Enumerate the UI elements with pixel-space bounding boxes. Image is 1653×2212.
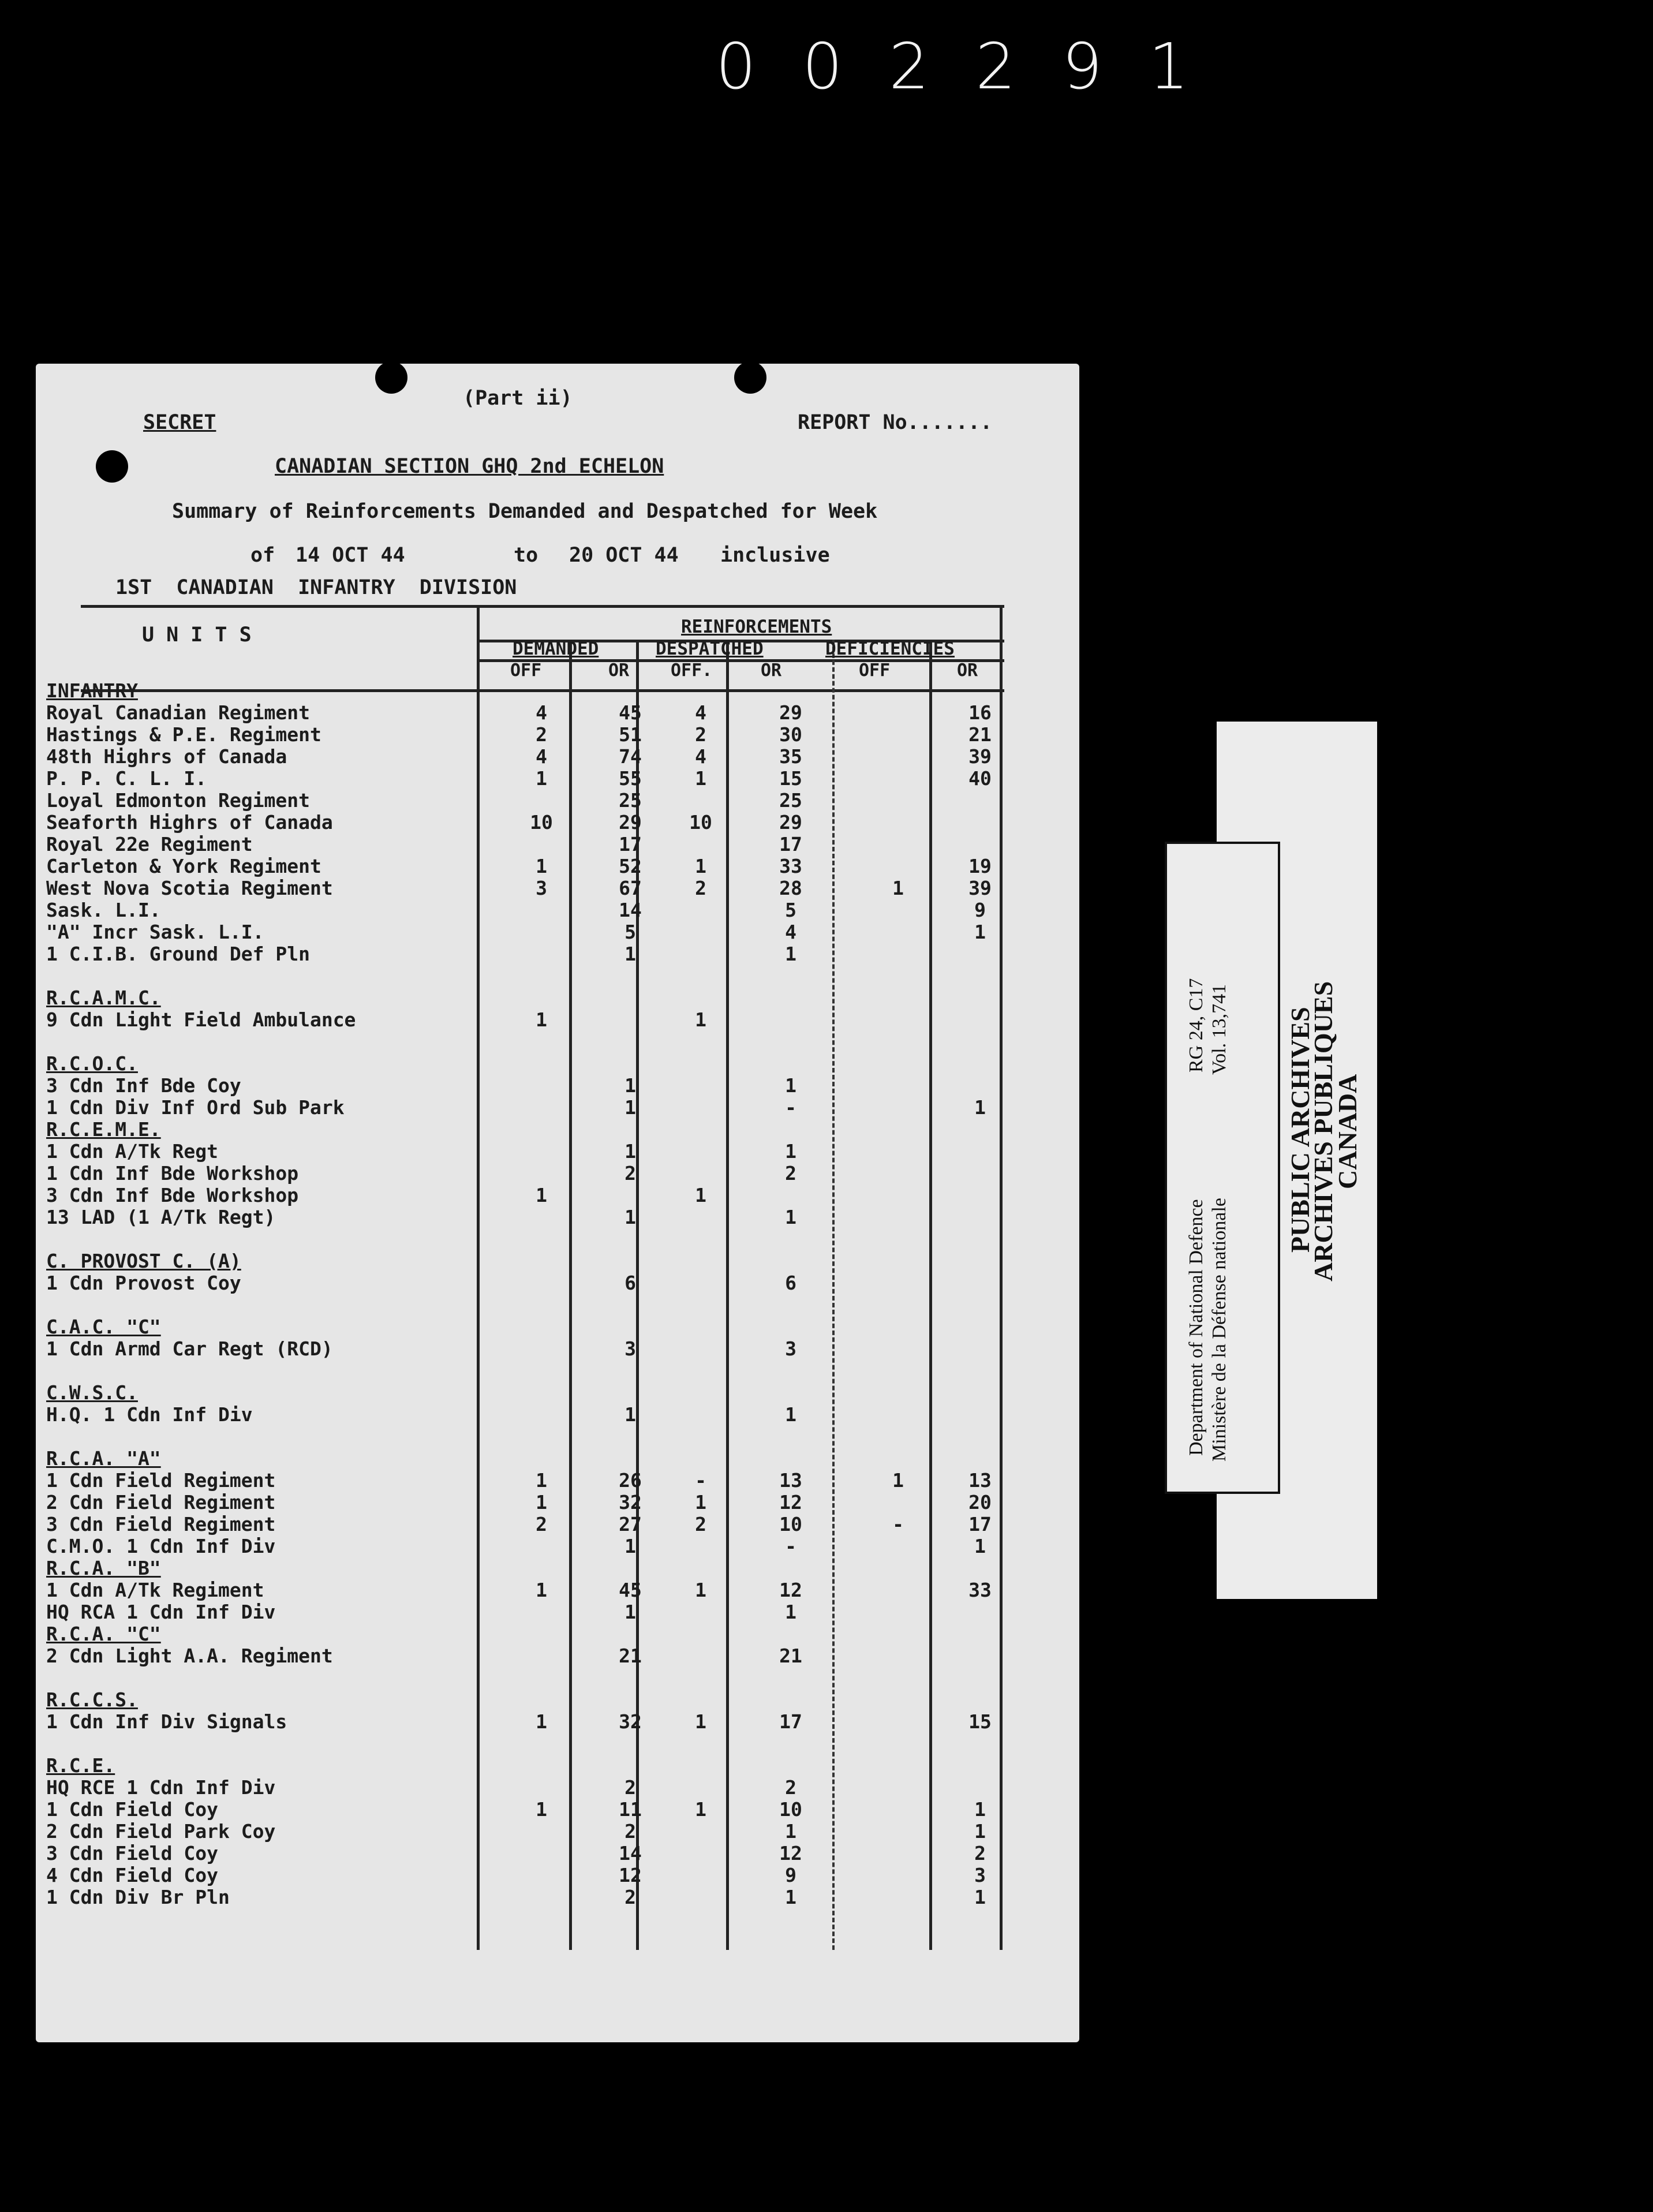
reinforcements-header: REINFORCEMENTS [681, 616, 832, 637]
cell-deficiencies-or: 39 [968, 877, 992, 899]
cell-despatched-off: 2 [695, 1513, 706, 1535]
cell-deficiencies-or: 1 [974, 921, 986, 943]
table-row [46, 702, 1027, 724]
cell-demanded-off: 4 [536, 745, 547, 768]
unit-name: HQ RCE 1 Cdn Inf Div [46, 1776, 276, 1799]
cell-deficiencies-off: - [892, 1513, 904, 1535]
cell-despatched-or: 17 [779, 833, 802, 855]
cell-demanded-or: 1 [624, 1074, 636, 1097]
cell-demanded-or: 52 [619, 855, 642, 877]
table-row [46, 1272, 1027, 1294]
cell-despatched-off: 1 [695, 1008, 706, 1031]
table-row [46, 1404, 1027, 1426]
cell-deficiencies-or: 1 [974, 1096, 986, 1119]
cell-deficiencies-or: 9 [974, 899, 986, 921]
sub-header-deficiencies-off: OFF [859, 660, 891, 681]
cell-demanded-or: 2 [624, 1162, 636, 1185]
cell-demanded-or: 1 [624, 1403, 636, 1426]
cell-despatched-off: 4 [695, 701, 706, 724]
cell-deficiencies-or: 3 [974, 1864, 986, 1886]
cell-demanded-off: 1 [536, 855, 547, 877]
group-heading-row [46, 1119, 1027, 1141]
punch-hole [734, 361, 766, 394]
cell-despatched-off: 2 [695, 877, 706, 899]
table-row [46, 1777, 1027, 1799]
table-body [46, 680, 1027, 1908]
cell-demanded-off: 1 [536, 1008, 547, 1031]
cell-despatched-or: 1 [785, 1601, 796, 1623]
group-heading-row [46, 1755, 1027, 1777]
group-heading: R.C.C.S. [46, 1688, 138, 1711]
cell-deficiencies-or: 40 [968, 767, 992, 790]
cell-demanded-or: 21 [619, 1645, 642, 1667]
cell-demanded-or: 74 [619, 745, 642, 768]
unit-name: 1 Cdn Field Regiment [46, 1469, 276, 1492]
cell-demanded-or: 5 [624, 921, 636, 943]
cell-demanded-or: 17 [619, 833, 642, 855]
cell-despatched-off: 1 [695, 767, 706, 790]
unit-name: West Nova Scotia Regiment [46, 877, 333, 899]
cell-despatched-or: 15 [779, 767, 802, 790]
sub-header-deficiencies-or: OR [957, 660, 978, 681]
group-heading-row [46, 680, 1027, 702]
unit-name: 48th Highrs of Canada [46, 745, 287, 768]
table-row [46, 1601, 1027, 1623]
cell-demanded-or: 32 [619, 1491, 642, 1514]
punch-hole [96, 450, 128, 483]
unit-name: 1 C.I.B. Ground Def Pln [46, 943, 310, 965]
cell-despatched-off: 1 [695, 855, 706, 877]
inclusive-label: inclusive [720, 544, 830, 567]
cell-despatched-or: 1 [785, 1820, 796, 1843]
table-row [46, 1009, 1027, 1031]
table-row [46, 1864, 1027, 1886]
reference-stamp [1165, 842, 1280, 1494]
cell-deficiencies-or: 39 [968, 745, 992, 768]
cell-despatched-or: 3 [785, 1337, 796, 1360]
unit-name: 3 Cdn Field Coy [46, 1842, 219, 1864]
unit-name: 2 Cdn Field Regiment [46, 1491, 276, 1514]
cell-deficiencies-or: 1 [974, 1798, 986, 1821]
archives-country: CANADA [1333, 1074, 1362, 1189]
unit-name: 2 Cdn Light A.A. Regiment [46, 1645, 333, 1667]
group-heading-row [46, 1053, 1027, 1075]
unit-name: Seaforth Highrs of Canada [46, 811, 333, 834]
table-row [46, 1141, 1027, 1163]
cell-despatched-off: 2 [695, 723, 706, 746]
cell-despatched-off: 10 [689, 811, 712, 834]
department-fr: Ministère de la Défense nationale [1209, 1198, 1230, 1462]
cell-despatched-or: 12 [779, 1491, 802, 1514]
cell-demanded-off: 1 [536, 1579, 547, 1601]
sub-header-despatched-or: OR [761, 660, 782, 681]
demanded-header: DEMANDED [513, 638, 599, 659]
cell-deficiencies-off: 1 [892, 1469, 904, 1492]
units-header: U N I T S [142, 623, 252, 647]
archives-en: PUBLIC ARCHIVES [1285, 1007, 1315, 1253]
table-row [46, 1645, 1027, 1667]
group-heading-row [46, 1250, 1027, 1272]
cell-deficiencies-off: 1 [892, 877, 904, 899]
cell-demanded-off: 10 [530, 811, 553, 834]
table-row [46, 812, 1027, 834]
cell-demanded-off: 2 [536, 723, 547, 746]
table-row [46, 1535, 1027, 1557]
of-label: of [250, 544, 275, 567]
table-row [46, 790, 1027, 812]
cell-despatched-or: - [785, 1096, 796, 1119]
group-heading-row [46, 1316, 1027, 1338]
group-heading: R.C.O.C. [46, 1052, 138, 1075]
from-date: 14 OCT 44 [296, 544, 405, 567]
cell-demanded-or: 1 [624, 1601, 636, 1623]
cell-despatched-or: 35 [779, 745, 802, 768]
table-row [46, 921, 1027, 943]
unit-name: "A" Incr Sask. L.I. [46, 921, 264, 943]
to-label: to [514, 544, 538, 567]
cell-demanded-or: 1 [624, 1096, 636, 1119]
deficiencies-header: DEFICIENCIES [825, 638, 955, 659]
cell-deficiencies-or: 1 [974, 1535, 986, 1557]
unit-name: Royal 22e Regiment [46, 833, 253, 855]
cell-despatched-or: 1 [785, 1140, 796, 1163]
cell-despatched-or: 29 [779, 811, 802, 834]
cell-demanded-or: 11 [619, 1798, 642, 1821]
cell-deficiencies-or: 17 [968, 1513, 992, 1535]
unit-name: 9 Cdn Light Field Ambulance [46, 1008, 356, 1031]
table-row [46, 1821, 1027, 1843]
cell-despatched-or: 4 [785, 921, 796, 943]
unit-name: H.Q. 1 Cdn Inf Div [46, 1403, 253, 1426]
table-row [46, 1799, 1027, 1821]
cell-despatched-off: 1 [695, 1798, 706, 1821]
unit-name: 1 Cdn Provost Coy [46, 1272, 241, 1294]
unit-name: 1 Cdn Armd Car Regt (RCD) [46, 1337, 333, 1360]
cell-demanded-or: 1 [624, 1206, 636, 1228]
cell-demanded-or: 12 [619, 1864, 642, 1886]
cell-despatched-or: 29 [779, 701, 802, 724]
table-row [46, 1492, 1027, 1514]
cell-despatched-or: 21 [779, 1645, 802, 1667]
classification-label: SECRET [143, 411, 216, 434]
cell-despatched-or: 28 [779, 877, 802, 899]
cell-demanded-off: 1 [536, 767, 547, 790]
cell-deficiencies-or: 2 [974, 1842, 986, 1864]
cell-demanded-or: 25 [619, 789, 642, 812]
row-spacer [46, 1228, 1027, 1250]
cell-despatched-off: 4 [695, 745, 706, 768]
table-row [46, 1470, 1027, 1492]
row-spacer [46, 1667, 1027, 1689]
table-row [46, 768, 1027, 790]
unit-name: Loyal Edmonton Regiment [46, 789, 310, 812]
table-row [46, 1514, 1027, 1535]
cell-demanded-or: 1 [624, 943, 636, 965]
table-row [46, 724, 1027, 746]
cell-demanded-or: 1 [624, 1140, 636, 1163]
group-heading: R.C.A.M.C. [46, 987, 161, 1009]
unit-name: 1 Cdn Field Coy [46, 1798, 219, 1821]
cell-demanded-or: 14 [619, 1842, 642, 1864]
cell-despatched-off: 1 [695, 1579, 706, 1601]
reference-line2: Vol. 13,741 [1209, 984, 1230, 1075]
unit-name: 1 Cdn Inf Div Signals [46, 1710, 287, 1733]
unit-name: Hastings & P.E. Regiment [46, 723, 321, 746]
group-heading-row [46, 1557, 1027, 1579]
unit-name: 3 Cdn Inf Bde Workshop [46, 1184, 299, 1206]
cell-demanded-off: 1 [536, 1469, 547, 1492]
unit-name: 1 Cdn Div Br Pln [46, 1886, 230, 1908]
row-spacer [46, 1031, 1027, 1053]
cell-despatched-or: 6 [785, 1272, 796, 1294]
table-row [46, 1097, 1027, 1119]
unit-name: HQ RCA 1 Cdn Inf Div [46, 1601, 276, 1623]
table-row [46, 1075, 1027, 1097]
cell-demanded-or: 27 [619, 1513, 642, 1535]
cell-demanded-or: 1 [624, 1535, 636, 1557]
part-label: (Part ii) [463, 387, 573, 410]
group-heading-row [46, 1382, 1027, 1404]
cell-despatched-or: 12 [779, 1842, 802, 1864]
sub-header-despatched-off: OFF. [671, 660, 713, 681]
cell-demanded-or: 51 [619, 723, 642, 746]
table-row [46, 1579, 1027, 1601]
unit-name: 4 Cdn Field Coy [46, 1864, 219, 1886]
cell-despatched-or: 1 [785, 1403, 796, 1426]
group-heading-row [46, 1689, 1027, 1711]
unit-name: 1 Cdn Div Inf Ord Sub Park [46, 1096, 345, 1119]
row-spacer [46, 965, 1027, 987]
unit-name: 1 Cdn A/Tk Regt [46, 1140, 219, 1163]
cell-despatched-or: 30 [779, 723, 802, 746]
cell-despatched-or: 1 [785, 943, 796, 965]
cell-despatched-off: - [695, 1469, 706, 1492]
group-heading: R.C.A. "A" [46, 1447, 161, 1470]
cell-deficiencies-or: 20 [968, 1491, 992, 1514]
punch-hole [375, 361, 407, 394]
row-spacer [46, 1360, 1027, 1382]
cell-demanded-or: 67 [619, 877, 642, 899]
table-row [46, 1206, 1027, 1228]
cell-demanded-off: 1 [536, 1710, 547, 1733]
cell-demanded-off: 1 [536, 1798, 547, 1821]
document-page [36, 364, 1079, 2042]
cell-despatched-or: 17 [779, 1710, 802, 1733]
table-row [46, 943, 1027, 965]
cell-deficiencies-or: 15 [968, 1710, 992, 1733]
cell-despatched-or: - [785, 1535, 796, 1557]
cell-deficiencies-or: 21 [968, 723, 992, 746]
row-spacer [46, 1733, 1027, 1755]
unit-name: Carleton & York Regiment [46, 855, 321, 877]
cell-demanded-or: 45 [619, 701, 642, 724]
table-row [46, 1163, 1027, 1185]
cell-despatched-or: 12 [779, 1579, 802, 1601]
cell-demanded-off: 3 [536, 877, 547, 899]
section-title: CANADIAN SECTION GHQ 2nd ECHELON [275, 455, 664, 478]
cell-deficiencies-or: 16 [968, 701, 992, 724]
unit-name: 13 LAD (1 A/Tk Regt) [46, 1206, 276, 1228]
group-heading: C.W.S.C. [46, 1381, 138, 1404]
table-row [46, 855, 1027, 877]
group-heading: R.C.E.M.E. [46, 1118, 161, 1141]
table-row [46, 746, 1027, 768]
reference-line1: RG 24, C17 [1185, 978, 1207, 1073]
cell-despatched-or: 5 [785, 899, 796, 921]
cell-despatched-or: 9 [785, 1864, 796, 1886]
table-row [46, 1185, 1027, 1206]
group-heading: R.C.A. "B" [46, 1557, 161, 1579]
cell-despatched-or: 10 [779, 1798, 802, 1821]
report-number: REPORT No....... [798, 411, 993, 434]
group-heading: INFANTRY [46, 679, 138, 702]
row-spacer [46, 1426, 1027, 1448]
subgroup-rule [477, 659, 1004, 662]
cell-despatched-or: 2 [785, 1162, 796, 1185]
cell-deficiencies-or: 1 [974, 1820, 986, 1843]
unit-name: 3 Cdn Inf Bde Coy [46, 1074, 241, 1097]
archives-fr: ARCHIVES PUBLIQUES [1308, 981, 1338, 1281]
cell-despatched-or: 1 [785, 1886, 796, 1908]
unit-name: P. P. C. L. I. [46, 767, 207, 790]
cell-despatched-off: 1 [695, 1184, 706, 1206]
sub-header-demanded-off: OFF [510, 660, 542, 681]
cell-demanded-or: 2 [624, 1820, 636, 1843]
unit-name: 3 Cdn Field Regiment [46, 1513, 276, 1535]
table-row [46, 877, 1027, 899]
group-heading: R.C.E. [46, 1754, 115, 1777]
cell-despatched-or: 1 [785, 1074, 796, 1097]
cell-despatched-or: 25 [779, 789, 802, 812]
group-heading: R.C.A. "C" [46, 1623, 161, 1645]
sub-header-demanded-or: OR [608, 660, 630, 681]
unit-name: Royal Canadian Regiment [46, 701, 310, 724]
cell-demanded-off: 1 [536, 1184, 547, 1206]
group-heading: C.A.C. "C" [46, 1316, 161, 1338]
unit-name: Sask. L.I. [46, 899, 161, 921]
table-row [46, 1711, 1027, 1733]
cell-despatched-or: 33 [779, 855, 802, 877]
cell-despatched-or: 10 [779, 1513, 802, 1535]
cell-demanded-or: 2 [624, 1776, 636, 1799]
cell-deficiencies-or: 1 [974, 1886, 986, 1908]
group-heading-row [46, 1623, 1027, 1645]
table-row [46, 834, 1027, 855]
cell-despatched-or: 2 [785, 1776, 796, 1799]
table-row [46, 899, 1027, 921]
cell-despatched-or: 1 [785, 1206, 796, 1228]
cell-demanded-or: 6 [624, 1272, 636, 1294]
cell-demanded-or: 32 [619, 1710, 642, 1733]
cell-deficiencies-or: 13 [968, 1469, 992, 1492]
cell-deficiencies-or: 33 [968, 1579, 992, 1601]
table-row [46, 1886, 1027, 1908]
cell-demanded-or: 3 [624, 1337, 636, 1360]
group-heading-row [46, 987, 1027, 1009]
to-date: 20 OCT 44 [569, 544, 679, 567]
cell-demanded-off: 2 [536, 1513, 547, 1535]
division-title: 1ST CANADIAN INFANTRY DIVISION [115, 576, 517, 599]
frame-number: 002291 [716, 29, 1235, 103]
cell-demanded-or: 26 [619, 1469, 642, 1492]
group-heading-row [46, 1448, 1027, 1470]
table-top-rule [81, 605, 1004, 608]
summary-title: Summary of Reinforcements Demanded and Despatched for Week [172, 500, 878, 523]
cell-despatched-off: 1 [695, 1491, 706, 1514]
despatched-header: DESPATCHED [656, 638, 764, 659]
cell-demanded-off: 1 [536, 1491, 547, 1514]
cell-demanded-or: 55 [619, 767, 642, 790]
unit-name: 2 Cdn Field Park Coy [46, 1820, 276, 1843]
table-row [46, 1338, 1027, 1360]
cell-demanded-off: 4 [536, 701, 547, 724]
cell-despatched-or: 13 [779, 1469, 802, 1492]
cell-demanded-or: 45 [619, 1579, 642, 1601]
cell-demanded-or: 2 [624, 1886, 636, 1908]
cell-despatched-off: 1 [695, 1710, 706, 1733]
row-spacer [46, 1294, 1027, 1316]
cell-demanded-or: 14 [619, 899, 642, 921]
unit-name: 1 Cdn Inf Bde Workshop [46, 1162, 299, 1185]
unit-name: C.M.O. 1 Cdn Inf Div [46, 1535, 276, 1557]
group-heading: C. PROVOST C. (A) [46, 1250, 241, 1272]
table-row [46, 1843, 1027, 1864]
unit-name: 1 Cdn A/Tk Regiment [46, 1579, 264, 1601]
department-en: Department of National Defence [1185, 1199, 1207, 1456]
cell-deficiencies-or: 19 [968, 855, 992, 877]
cell-demanded-or: 29 [619, 811, 642, 834]
